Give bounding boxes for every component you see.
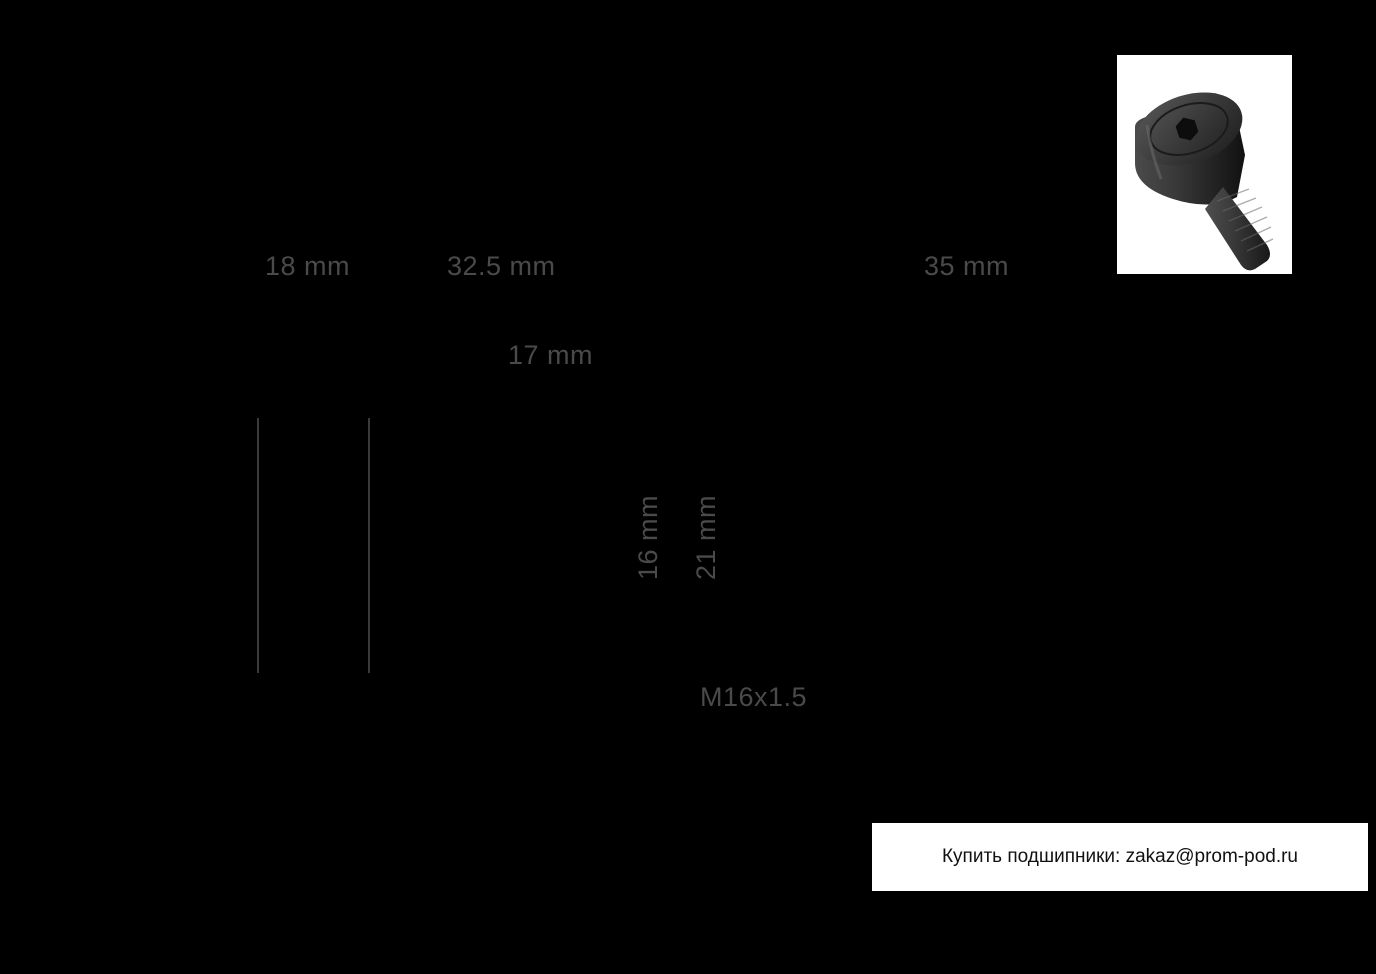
dimension-label-stud-diameter: 21 mm <box>691 495 721 581</box>
watermark-contact-text: Купить подшипники: zakaz@prom-pod.ru <box>941 846 1299 867</box>
dimension-label-thread-spec: M16x1.5 <box>700 682 808 712</box>
watermark-contact-box <box>872 823 1368 891</box>
bearing-illustration <box>1117 55 1292 274</box>
dimension-rule-line <box>257 418 259 673</box>
dimension-label-roller-width: 17 mm <box>508 340 594 370</box>
dimension-label-roller-diameter: 35 mm <box>924 251 1010 281</box>
dimension-label-outer-width: 18 mm <box>265 251 351 281</box>
dimension-label-stud-length: 16 mm <box>633 495 663 581</box>
cam-follower-bearing-photo <box>1117 55 1292 274</box>
dimension-rule-line <box>368 418 370 673</box>
dimension-label-overall-length: 32.5 mm <box>447 251 556 281</box>
